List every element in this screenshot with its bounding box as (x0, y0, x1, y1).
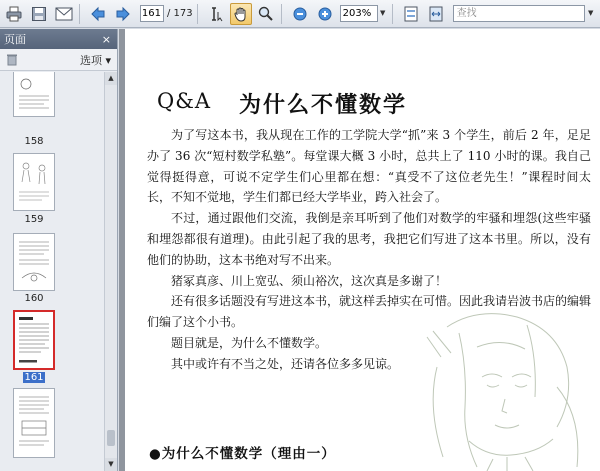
hand-tool-icon[interactable] (230, 3, 252, 25)
paragraph: 为了写这本书，我从现在工作的工学院大学“抓”来 3 个学生，前后 2 年，足足办了 36 次“短村数学私塾”。每堂课大概 3 小时，总共上了 110 小时的课。我自己觉得挺得意，可说不定学生们心里都在想：“真受不了这位老先生！”课程时间太长，不知不觉地，学生们都已经大学毕业，跨入社会了。 (147, 128, 591, 205)
page-total: / 173 (167, 8, 193, 19)
scroll-down-icon[interactable]: ▼ (105, 458, 117, 471)
thumbnail-label-selected: 161 (24, 372, 44, 383)
fit-page-icon[interactable] (400, 3, 422, 25)
thumbnail-scrollbar[interactable] (104, 72, 117, 471)
paragraph: 题目就是，为什么不懂数学。 (171, 335, 328, 350)
close-panel-icon[interactable]: × (101, 32, 111, 46)
chapter-title: 为什么不懂数学 (239, 93, 408, 118)
panel-title: 页面 (4, 33, 26, 46)
paragraph: 还有很多话题没有写进这本书，就这样丢掉实在可惜。因此我请岩波书店的编辑们编了这个小书。 (147, 294, 592, 330)
zoom-input[interactable]: 203% (340, 5, 378, 22)
print-icon[interactable] (3, 3, 25, 25)
trash-icon[interactable] (6, 53, 18, 66)
panel-toolbar (0, 49, 117, 71)
page-number-input[interactable]: 161 (140, 5, 164, 22)
toolbar-separator (79, 4, 80, 24)
scrollbar-thumb[interactable] (107, 430, 115, 446)
document-view[interactable] (119, 29, 600, 471)
panel-header (0, 29, 117, 49)
options-menu[interactable]: 选项 ▾ (79, 53, 111, 67)
paragraph: 不过，通过跟他们交流，我倒是亲耳听到了他们对数学的牢骚和埋怨(这些牢骚和埋怨都很有道理)。由此引起了我的思考，我把它们写进了这本书里。所以，没有他们的协助，这本书绝对写不出来。 (147, 211, 591, 267)
fit-width-icon[interactable] (425, 3, 447, 25)
zoom-out-icon[interactable] (289, 3, 311, 25)
page-thumbnail[interactable] (13, 233, 55, 291)
paragraph: 其中或许有不当之处，还请各位多多见谅。 (171, 356, 400, 371)
character-sketch (407, 307, 597, 471)
email-icon[interactable] (53, 3, 75, 25)
zoom-tool-icon[interactable] (255, 3, 277, 25)
page-thumbnail[interactable] (13, 72, 55, 117)
toolbar (0, 0, 600, 28)
qa-label: Q&A (157, 89, 212, 113)
pages-panel (0, 29, 118, 471)
zoom-in-icon[interactable] (314, 3, 336, 25)
page-thumbnail-selected[interactable] (13, 310, 55, 370)
thumbnail-label: 159 (24, 214, 44, 225)
save-icon[interactable] (28, 3, 50, 25)
zoom-dropdown-icon[interactable]: ▼ (379, 9, 386, 17)
toolbar-separator (392, 4, 393, 24)
search-dropdown-icon[interactable]: ▼ (587, 9, 594, 17)
page-thumbnail[interactable] (13, 153, 55, 211)
search-input[interactable]: 查找 (453, 5, 585, 22)
next-page-icon[interactable] (112, 3, 134, 25)
previous-page-icon[interactable] (87, 3, 109, 25)
thumbnail-label: 160 (24, 293, 44, 304)
thumbnail-label: 158 (24, 136, 44, 147)
page-thumbnail[interactable] (13, 388, 55, 458)
section-heading: ●为什么不懂数学（理由一） (149, 446, 336, 462)
toolbar-separator (197, 4, 198, 24)
select-text-icon[interactable] (205, 3, 227, 25)
thumbnail-list (0, 72, 105, 471)
document-page (125, 29, 600, 471)
scroll-up-icon[interactable]: ▲ (105, 72, 117, 85)
paragraph: 猪冢真彦、川上宽弘、须山裕次，这次真是多谢了！ (171, 273, 448, 288)
toolbar-separator (281, 4, 282, 24)
